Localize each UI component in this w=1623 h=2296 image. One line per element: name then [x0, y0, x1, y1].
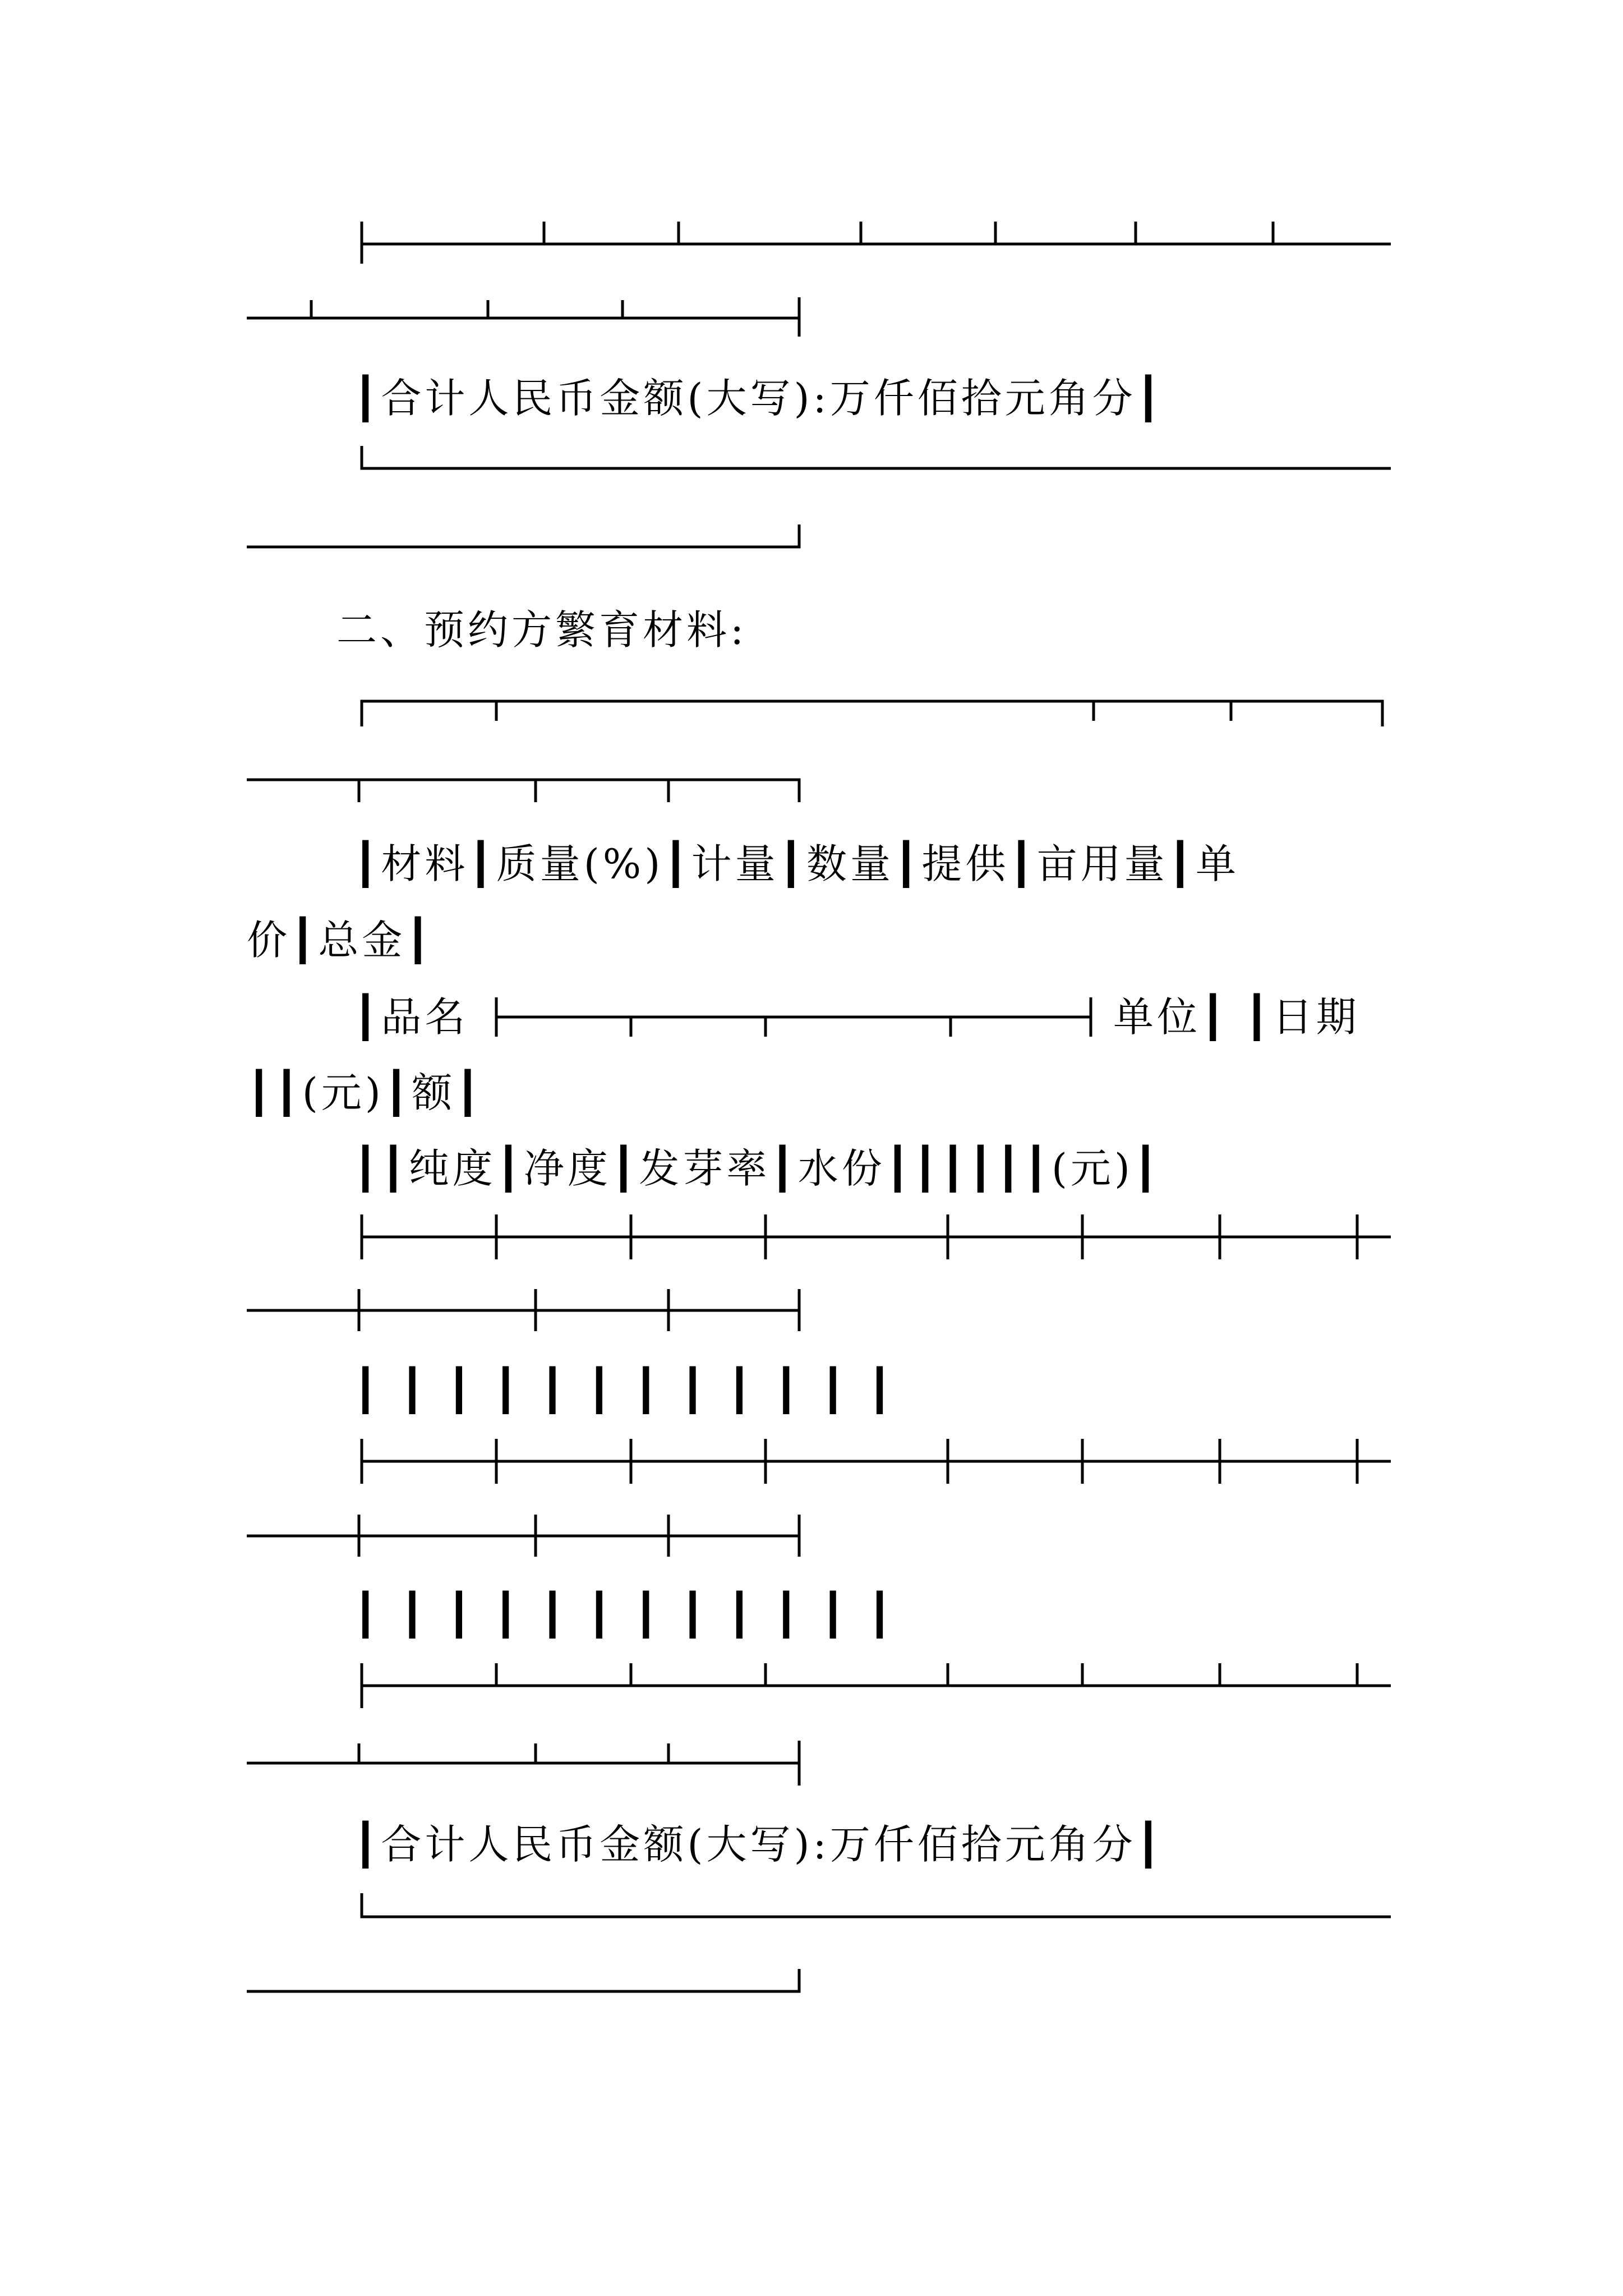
table-rule-closing-continued	[247, 522, 808, 561]
table-rule-row-2-continued	[247, 1515, 808, 1559]
table-rule-closing-2-continued	[247, 1966, 808, 2005]
table-header-line-2-end: 单位┃ ┃日期	[1113, 993, 1360, 1041]
total-amount-line-2: ┃合计人民币金额(大写):万仟佰拾元角分┃	[353, 1821, 1164, 1868]
table-rule-closing	[353, 446, 1391, 474]
total-amount-line: ┃合计人民币金额(大写):万仟佰拾元角分┃	[353, 375, 1164, 422]
table-empty-row-2: ┃┃┃┃┃┃┃┃┃┃┃┃	[353, 1591, 915, 1638]
table-header-inner-rule	[494, 992, 1094, 1042]
table-header-line-3: ┃┃纯度┃净度┃发芽率┃水份┃┃┃┃┃┃(元)┃	[353, 1145, 1161, 1192]
table-empty-row-1: ┃┃┃┃┃┃┃┃┃┃┃┃	[353, 1366, 915, 1414]
table-header-line-1: ┃材料┃质量(%)┃计量┃数量┃提供┃亩用量┃单	[353, 840, 1240, 887]
table-rule-bottom	[353, 1663, 1391, 1714]
table-header-line-1-continued: 价┃总金┃	[247, 917, 434, 964]
table-rule-top	[353, 698, 1391, 732]
table-rule-row-2	[353, 1439, 1391, 1489]
table-rule-row-1	[353, 1214, 1391, 1265]
section-heading: 二、预约方繁育材料:	[336, 606, 748, 654]
table-rule-bottom-continued	[247, 1738, 808, 1788]
table-rule-bottom-row	[353, 222, 1391, 272]
table-rule-top-continued	[247, 774, 808, 813]
table-rule-row-1-continued	[247, 1289, 808, 1334]
table-rule-bottom-row-continued	[247, 295, 808, 339]
table-header-line-2-start: ┃品名	[353, 993, 469, 1041]
table-header-line-2-continued: ┃┃(元)┃额┃	[247, 1069, 483, 1116]
table-rule-closing-2	[353, 1893, 1391, 1927]
